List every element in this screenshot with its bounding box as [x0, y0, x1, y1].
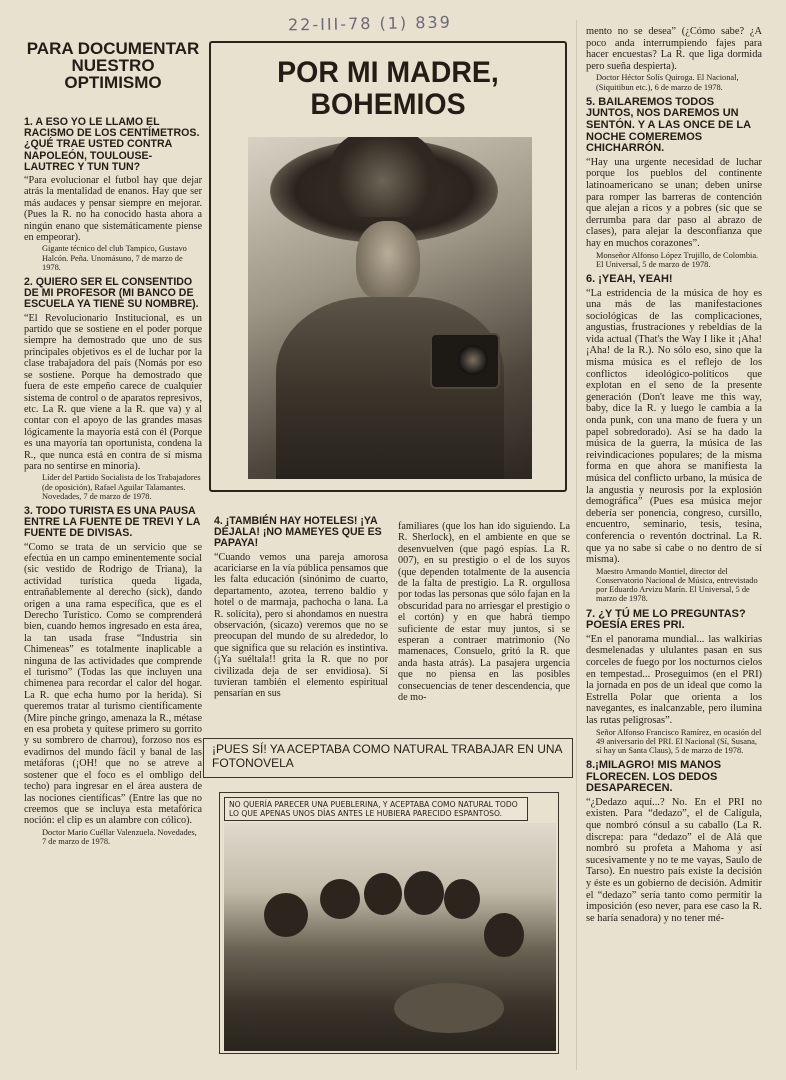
fotonovela-strip	[203, 738, 573, 778]
sombrero-man-photo	[248, 137, 532, 479]
person-head-shape	[404, 871, 444, 915]
section-body: “En el panorama mundial... las walkirias desmelenadas y ululantes pasan en sus corceles de fuego por los nocturnos cielos en tempestad... Proseguimos (en el PRI) la jornada en pos de un ideal que como la Estrella Polar que orienta a los navegantes, es inalcanzable, pero ilumina las rutas peligrosas”.	[586, 633, 762, 726]
section-2	[24, 277, 202, 501]
section-credit: Maestro Armando Montiel, director del Conservatorio Nacional de Música, entrevistado por Eduardo Arvizu Marín. El Universal, 5 de marzo de 1978.	[596, 566, 758, 604]
person-head-shape	[320, 879, 360, 919]
table-shape	[394, 983, 504, 1033]
feature-title-line-2: BOHEMIOS	[310, 88, 466, 121]
section-5	[586, 97, 762, 269]
section-heading: 1. A ESO YO LE LLAMO EL RACISMO DE LOS CENTÍMETROS. ¿QUÉ TRAE USTED CONTRA NAPOLEÓN, TOULOUSE-LAUTREC Y TUN TUN?	[24, 116, 200, 173]
column-divider	[576, 20, 577, 1070]
left-column	[24, 40, 202, 851]
section-heading: 3. TODO TURISTA ES UNA PAUSA ENTRE LA FUENTE DE TREVI Y LA FUENTE DE DIVISAS.	[24, 504, 200, 540]
section-heading: 8.¡MILAGRO! MIS MANOS FLORECEN. LOS DEDOS DESAPARECEN.	[586, 759, 722, 795]
section-heading: 6. ¡YEAH, YEAH!	[586, 272, 673, 285]
section-7	[586, 609, 762, 756]
section-credit: Señor Alfonso Francisco Ramírez, en ocasión del 49 aniversario del PRI. El Nacional (Sí, Susana, sí hay un Santa Claus), 5 de marzo de 1978.	[596, 727, 762, 755]
right-column	[586, 26, 762, 924]
section-body: “La estridencia de la música de hoy es una más de las manifestaciones sociológicas de las complicaciones, angustias, frustraciones y rebeldías de la vida actual (That's the Way I like it ¡Aha! ¡Aha! de la R.). No sólo eso, sino que la misma música es el reflejo de los conflictos ideológico-políticos que explotan en el seno de la presente generación (Don't leave me this way, baby, dice la R. y luego le cambia a la onda punk, con una mano de fuera y un papel sobredorado). Así se ha dado la música de la guerra, la música de las reivindicaciones populares; de la misma forma en que ahora se manifiesta la música del conflicto urbano, la música de la angustia y neurosis por la explosión demográfica” (Pues esa música mejor debería ser ponencia, congreso, cursillo, encuentro, seminario, tesis, tesina, conferencia o reventón doctrinal. La R. que ya no sabe si cabe o no dentro de sí misma).	[586, 287, 762, 566]
sombrero-crown-shape	[328, 137, 438, 217]
section-4-body-a: “Cuando vemos una pareja amorosa acariciarse en la vía pública pensamos que les falta educación (sinónimo de cuarto, departamento, azotea, terreno baldío y hotel o de marmaja, pachocha o lana. La R. solícita), pero si ahondamos en nuestra observación, (sicazo) veremos que no se preocupan del mundo de su alrededor, lo que significa que su relación es instintiva. (¡Ya suéltala!! grita la R. que no por civilizada deja de ser envidiosa). Si tuvieran también el elemento espiritual pensarían en sus	[214, 551, 388, 700]
section-credit: Líder del Partido Socialista de los Trabajadores (de oposición), Rafael Aguilar Talamantes. Novedades, 7 de marzo de 1978.	[42, 473, 201, 501]
section-heading: 7. ¿Y TÚ ME LO PREGUNTAS? POESÍA ERES PRI.	[586, 607, 746, 632]
section-1	[24, 117, 202, 272]
main-title: PARA DOCUMENTAR NUESTRO OPTIMISMO	[26, 39, 200, 92]
section-heading: 5. BAILAREMOS TODOS JUNTOS, NOS DAREMOS UN SENTÓN. Y A LAS ONCE DE LA NOCHE COMEREMOS CHICHARRÓN.	[586, 95, 751, 155]
section-6	[586, 274, 762, 604]
group-photo	[224, 823, 556, 1051]
camera-lens-shape	[458, 345, 488, 375]
section-8	[586, 760, 762, 924]
section-credit: Monseñor Alfonso López Trujillo, de Colombia. El Universal, 5 de marzo de 1978.	[596, 250, 759, 269]
fotonovela-caption: NO QUERÍA PARECER UNA PUEBLERINA, Y ACEPTABA COMO NATURAL TODO LO QUE APENAS UNOS DÍAS ANTES LE HUBIERA PARECIDO ESPANTOSO.	[224, 797, 528, 821]
feature-title-line-1: POR MI MADRE,	[277, 56, 499, 89]
section-body: “Como se trata de un servicio que se efectúa en un campo eminentemente social (sic vestido de Rodrigo de Triana), la actividad turística queda ligada, entrañablemente al derecho (sick), dando origen a una rama específica, que es el Derecho Turístico. Como se comprenderá bien, cuando hemos ingresado en esta área, la tan usada frase “Industria sin Chimeneas” es totalmente inaplicable a ninguna de las actividades que comprende el turismo” (Todas las que incluyen una chimenea para recordar el calor del hogar. La R. que echa humo por la herida). Si queremos tratar al turismo científicamente (Mire pinche gringo, amenaza la R., métase en esa probeta y quítese primero su gorrito y su sombrero de charrou), forzoso nos es evadirnos del mundo fácil y banal de las metáforas (¡OH! que no se atreve a sostener que el foco es el ombligo del techo) para ingresar en el área austera de las nociones científicas” (Entre las que no creemos que se incluya esta metafórica noción: el clip es un alambre con cólico).	[24, 541, 202, 827]
feature-title	[220, 57, 556, 121]
person-head-shape	[444, 879, 480, 919]
section-body: “Para evolucionar el futbol hay que dejar atrás la mentalidad de enanos. Hay que ser más audaces y pensar siempre en mejorar. (Pues la R. no ha conocido hasta ahora a ningún enano que sistemáticamente piense en empeorar).	[24, 175, 202, 244]
middle-column-a	[214, 516, 388, 700]
handwritten-note: 22-III-78 (1) 839	[287, 12, 452, 35]
section-4-body-b: familiares (que los han ido siguiendo. La R. Sherlock), en el ambiente en que se desenvuelven (que pagó espías. La R. 007), en su prestigio o el de los suyos (que dependen totalmente de la ausencia de la falta de prestigio. La R. orgullosa por todas las personas que sólo fajan en la obscuridad para no arriesgar el prestigio o el cortón) y en que habrá tiempo suficiente de estar muy juntos, si se esperan a contraer matrimonio (No mamenaces, Consuelo, gritó la R. que anda hasta atrás). La pasajera urgencia que no piensa en las posibles consecuencias de tener descendencia, que de mo-	[398, 521, 570, 704]
fotonovela-photo-frame	[219, 792, 559, 1054]
fotonovela-title: ¡PUES SÍ! YA ACEPTABA COMO NATURAL TRABAJAR EN UNA FOTONOVELA	[212, 742, 562, 770]
section-4-heading: 4. ¡TAMBIÉN HAY HOTELES! ¡YA DÉJALA! ¡NO MAMEYES QUE ES PAPAYA!	[214, 515, 382, 550]
person-head-shape	[484, 913, 524, 957]
section-3	[24, 506, 202, 846]
continued-body: mento no se desea” (¿Cómo sabe? ¿A poco anda interrumpiendo fajes para hacer encuestas? La R. que liga dormida pero sueña despierta).	[586, 26, 762, 72]
person-head-shape	[364, 873, 402, 915]
section-body: “Hay una urgente necesidad de luchar porque los pueblos del continente latinoamericano se unan; deben unirse para romper las barreras de contención que alejan a ricos y a pobres (sic que se derrumba para dar paso al abrazo de clases), para alejar la desconfianza que hay en muchos corazones”.	[586, 156, 762, 249]
section-body: “¿Dedazo aquí...? No. En el PRI no existen. Para “dedazo”, el de Calígula, que nombró cónsul a su caballo (La R. discrepa: para “dedazo” el de Alá que nombró su profeta a Mahoma y así sucesivamente y no te me vayas, Saulo de Tarso). En nuestro país existe la decisión y éste es un gobierno de decisión. Admitir el “dedazo” sería tanto como permitir la imposición (eso never, para ese caso la R. se haría senadora) y no tener mé-	[586, 796, 762, 924]
feature-box	[209, 41, 567, 492]
person-head-shape	[264, 893, 308, 937]
continued-credit: Doctor Héctor Solís Quiroga. El Nacional, (Siquitibun etc.), 6 de marzo de 1978.	[596, 73, 739, 92]
section-credit: Doctor Mario Cuéllar Valenzuela. Novedades, 7 de marzo de 1978.	[42, 827, 197, 846]
face-shape	[356, 221, 420, 301]
section-credit: Gigante técnico del club Tampico, Gustavo Halcón. Peña. Unomásuno, 7 de marzo de 1978.	[42, 244, 187, 272]
section-body: “El Revolucionario Institucional, es un partido que se sostiene en el poder porque siempre ha demostrado que uno de sus principales objetivos es el de luchar por la clase trabajadora del país (Nomás por eso se sostiene. Porque ha demostrado que fuera de este empeño carece de cualquier sistema de control o de aparatos represivos, etc. La R. que viene a la R. que va) y al contar con el apoyo de las grandes masas lógicamente la mayoría está con él (Porque es una mayoría tan oportunista, condena la R., que nunca está en contra de sí misma para no sentirse en minoría).	[24, 312, 202, 472]
section-heading: 2. QUIERO SER EL CONSENTIDO DE MI PROFESOR (MI BANCO DE ESCUELA YA TIENE SU NOMBRE).	[24, 276, 199, 311]
middle-column-b	[398, 521, 570, 704]
